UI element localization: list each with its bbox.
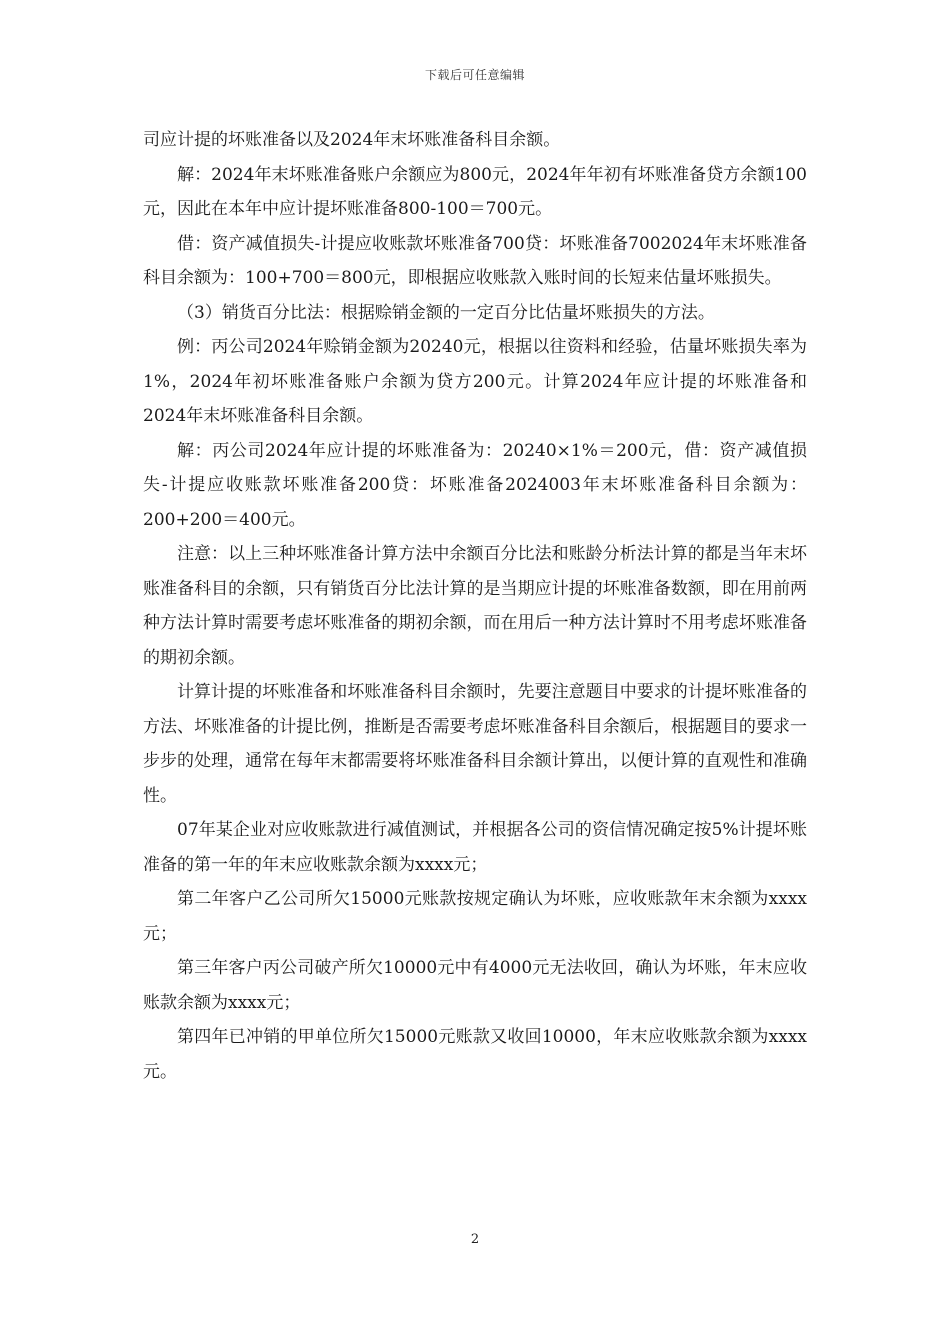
- paragraph-example: 例：丙公司2024年赊销金额为20240元，根据以往资料和经验，估量坏账损失率为1%，2024年初坏账准备账户余额为贷方200元。计算2024年应计提的坏账准备和2024年末坏账准备科目余额。: [143, 337, 807, 426]
- paragraph-year-4: 第四年已冲销的甲单位所欠15000元账款又收回10000，年末应收账款余额为xxxx元。: [143, 1027, 807, 1082]
- page-number: 2: [470, 1232, 480, 1247]
- page-header: 下载后可任意编辑: [424, 68, 525, 82]
- paragraph-year-1: 07年某企业对应收账款进行减值测试，并根据各公司的资信情况确定按5%计提坏账准备的第一年的年末应收账款余额为xxxx元；: [143, 820, 807, 875]
- paragraph-method-3: （3）销货百分比法：根据赊销金额的一定百分比估量坏账损失的方法。: [177, 302, 715, 323]
- paragraph-calculation-tip: 计算计提的坏账准备和坏账准备科目余额时，先要注意题目中要求的计提坏账准备的方法、坏账准备的计提比例，推断是否需要考虑坏账准备科目余额后，根据题目的要求一步步的处理，通常在每年末都需要将坏账准备科目余额计算出，以便计算的直观性和准确性。: [143, 682, 807, 806]
- document-body: [143, 123, 807, 1089]
- paragraph-solution-1: 解：2024年末坏账准备账户余额应为800元，2024年年初有坏账准备贷方余额100元，因此在本年中应计提坏账准备800-100＝700元。: [143, 164, 807, 219]
- paragraph-year-3: 第三年客户丙公司破产所欠10000元中有4000元无法收回，确认为坏账，年末应收账款余额为xxxx元；: [143, 958, 807, 1013]
- paragraph-note: 注意：以上三种坏账准备计算方法中余额百分比法和账龄分析法计算的都是当年末坏账准备科目的余额，只有销货百分比法计算的是当期应计提的坏账准备数额，即在用前两种方法计算时需要考虑坏账准备的期初余额，而在用后一种方法计算时不用考虑坏账准备的期初余额。: [143, 544, 807, 668]
- paragraph-continuation: 司应计提的坏账准备以及2024年末坏账准备科目余额。: [143, 130, 561, 150]
- paragraph-journal-entry-1: 借：资产减值损失-计提应收账款坏账准备700贷：坏账准备7002024年末坏账准备科目余额为：100+700＝800元，即根据应收账款入账时间的长短来估量坏账损失。: [143, 233, 807, 288]
- paragraph-year-2: 第二年客户乙公司所欠15000元账款按规定确认为坏账，应收账款年末余额为xxxx元；: [143, 889, 807, 944]
- paragraph-solution-2: 解：丙公司2024年应计提的坏账准备为：20240×1%＝200元，借：资产减值损失-计提应收账款坏账准备200贷：坏账准备2024003年末坏账准备科目余额为：200+200＝400元。: [143, 440, 807, 530]
